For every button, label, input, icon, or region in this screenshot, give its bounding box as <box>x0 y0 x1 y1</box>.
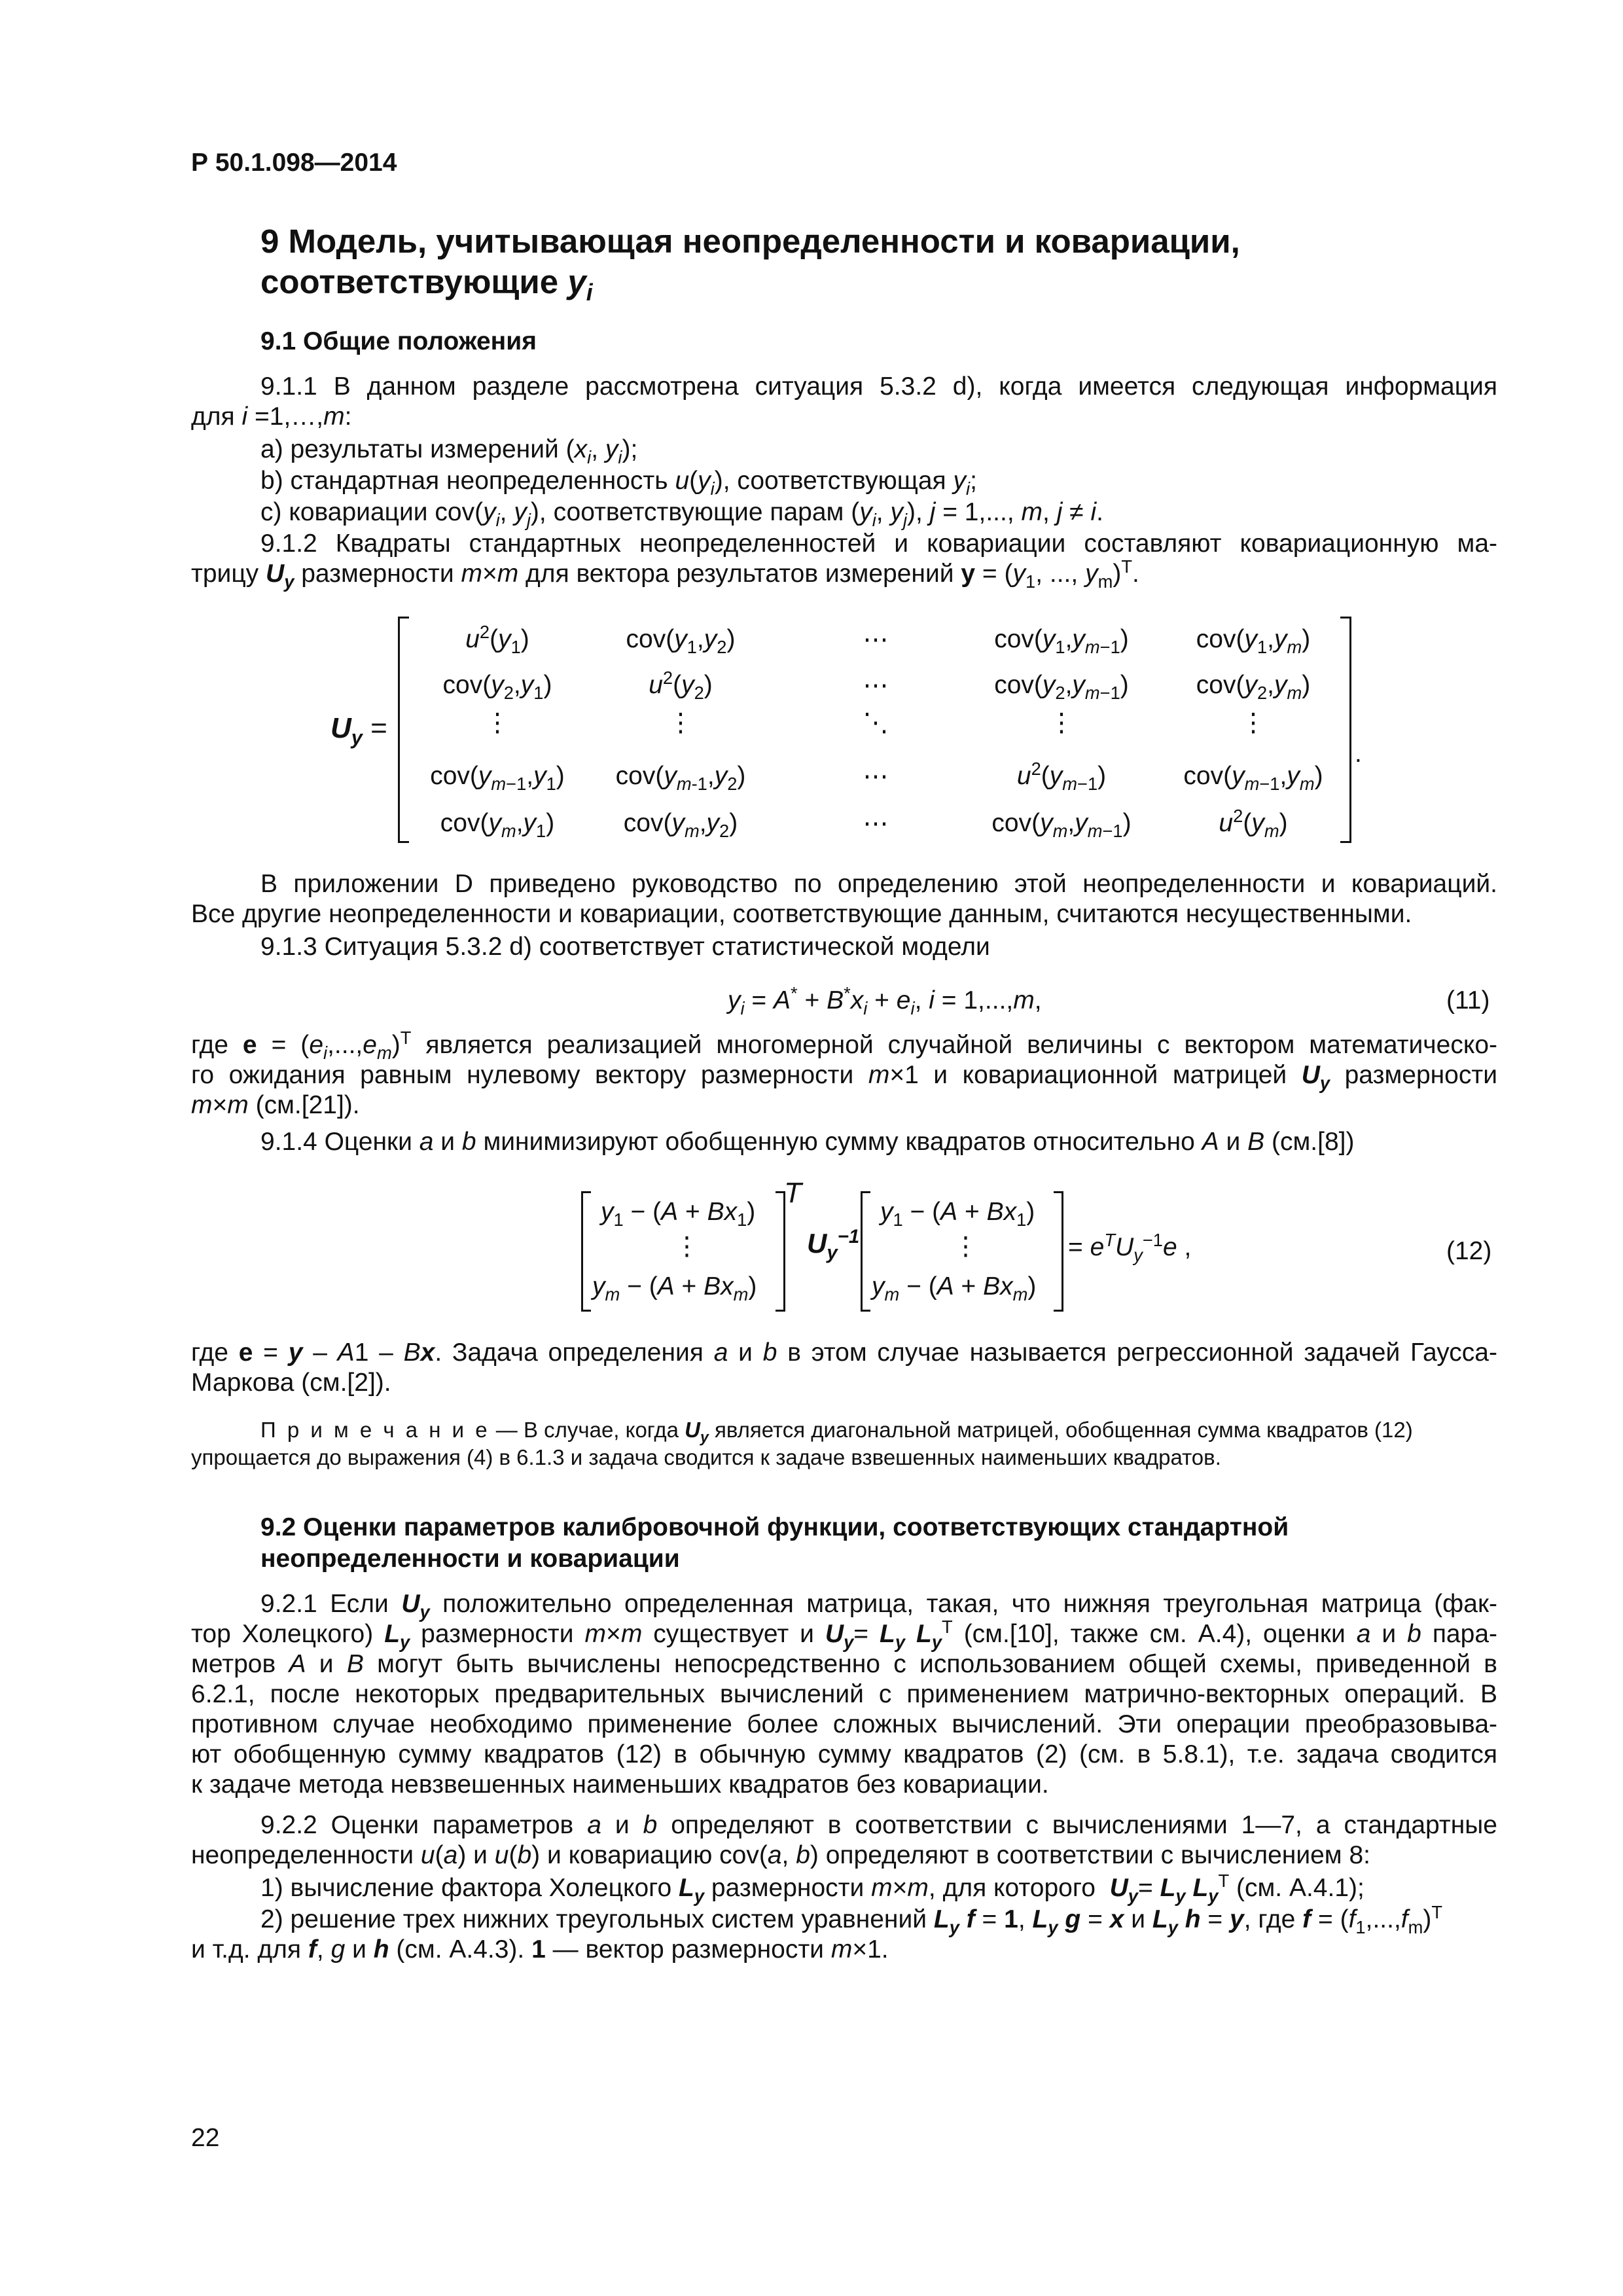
s92-title-line2: неопределенности и ковариации <box>260 1545 680 1573</box>
paragraph-after-matrix <box>191 869 1497 929</box>
eq12-left-bracket-2 <box>861 1191 870 1312</box>
where2-line1: где e = y – A1 – Bx. Задача определения a и b в этом случае называется регрессионной задачей Гаусса- <box>191 1338 1497 1367</box>
matrix-cell: ⋮ <box>484 709 510 737</box>
matrix-cell: ⋯ <box>863 672 889 700</box>
equation-11-number: (11) <box>1446 986 1490 1014</box>
list-item-a: a) результаты измерений ($x_i$, $y_i$); <box>260 435 638 467</box>
eq12-left-bracket-1 <box>581 1191 591 1312</box>
matrix-cell: ⋮ <box>1048 709 1075 737</box>
note-line1: П р и м е ч а н и е — В случае, когда $U_y$ является диагональной матрицей, обобщенная сумма квадратов (12) <box>260 1418 1413 1446</box>
matrix-cell: $cov(y_1,y_m)$ <box>1196 625 1311 657</box>
page-number: 22 <box>191 2124 220 2152</box>
matrix-cell: $cov(y_2,y_{m-1})$ <box>994 671 1129 703</box>
matrix-cell: ⋱ <box>863 709 889 737</box>
matrix-cell: $cov(y_1,y_2)$ <box>626 625 736 657</box>
matrix-period: . <box>1355 740 1362 768</box>
paragraph-gauss-markov <box>191 1338 1497 1398</box>
matrix-cell: $cov(y_m,y_1)$ <box>440 809 555 841</box>
where1-line1: где $e = (e_i,...,e_m)^T$ является реализацией многомерной случайной величины с вектором математическо- <box>191 1028 1497 1063</box>
step-2 <box>191 1902 1497 1965</box>
eq12-vector2-mid: ⋮ <box>953 1232 978 1261</box>
matrix-cell: $u^2(y_{m-1})$ <box>1016 759 1107 794</box>
matrix-cell: $cov(y_m,y_2)$ <box>623 809 738 841</box>
matrix-cell: $u^2(y_1)$ <box>465 622 529 657</box>
subsection-title-9-2 <box>260 1512 1289 1575</box>
note-label: П р и м е ч а н и е <box>260 1418 490 1442</box>
matrix-cell: ⋮ <box>668 709 694 737</box>
equation-12-number: (12) <box>1446 1237 1492 1265</box>
note-line2: упрощается до выражения (4) в 6.1.3 и задача сводится к задаче взвешенных наименьших квадратов. <box>191 1445 1221 1469</box>
list-item-c: c) ковариации $cov(y_i$, $y_j$), соответствующие парам ($y_i$, $y_j$), j = 1,..., m, j ≠ i. <box>260 498 1103 530</box>
p921-line4: 6.2.1, после некоторых предварительных вычислений с применением матрично-векторных операций. В <box>191 1680 1497 1708</box>
matrix-cell: ⋯ <box>863 810 889 838</box>
document-number: Р 50.1.098—2014 <box>191 149 397 177</box>
eq12-transpose: T <box>784 1177 802 1209</box>
p922-line2: неопределенности u(a) и u(b) и ковариацию cov(a, b) определяют в соответствии с вычислением 8: <box>191 1841 1370 1869</box>
paragraph-9-2-2 <box>191 1810 1497 1871</box>
eq12-inverse-matrix: $U_y^{-1}$ <box>807 1226 860 1264</box>
p922-line1: 9.2.2 Оценки параметров a и b определяют в соответствии с вычислениями 1—7, а стандартные <box>260 1811 1497 1839</box>
matrix-cell: $cov(y_{m-1},y_2)$ <box>615 762 746 794</box>
p911-line2: для i =1,…,m: <box>191 403 352 431</box>
paragraph-9-1-3: 9.1.3 Ситуация 5.3.2 d) соответствует статистической модели <box>260 933 990 961</box>
p921-line2: тор Холецкого) $L_y$ размерности m×m существует и $U_y= L_y$ $L_y^T$ (см.[10], также см. А.4), оценки a и b пара- <box>191 1617 1497 1652</box>
p921-line7: к задаче метода невзвешенных наименьших квадратов без ковариации. <box>191 1770 1049 1799</box>
step-1: 1) вычисление фактора Холецкого $L_y$ размерности m×m, для которого $U_y= L_y$ $L_y^T$ (см. А.4.1); <box>260 1871 1364 1906</box>
matrix-label: $U_y$ = <box>330 712 387 749</box>
list-item-b: b) стандартная неопределенность $u(y_i)$, соответствующая $y_i$; <box>260 467 977 499</box>
p921-line6: ют обобщенную сумму квадратов (12) в обычную сумму квадратов (2) (см. в 5.8.1), т.е. задача сводится <box>191 1740 1497 1768</box>
p921-line5: противном случае необходимо применение более сложных вычислений. Эти операции преобразовыва- <box>191 1710 1497 1738</box>
matrix-cell: $u^2(y_m)$ <box>1219 806 1288 841</box>
paragraph-9-1-2 <box>191 529 1497 592</box>
eq12-vector1-top: $y_1 - (A + Bx_1)$ <box>601 1198 756 1230</box>
eq12-right-bracket-2 <box>1054 1191 1063 1312</box>
note <box>191 1416 1497 1471</box>
eq12-vector2-bottom: $y_m - (A + Bx_m)$ <box>872 1272 1037 1304</box>
section-title-line2: соответствующие $y_i$ <box>260 263 593 306</box>
paragraph-9-2-1 <box>191 1589 1497 1800</box>
eq12-vector1-mid: ⋮ <box>674 1232 700 1261</box>
paragraph-9-1-4: 9.1.4 Оценки a и b минимизируют обобщенную сумму квадратов относительно A и B (см.[8]) <box>260 1128 1355 1156</box>
matrix-cell: $cov(y_{m-1},y_1)$ <box>430 762 565 794</box>
where1-line2: го ожидания равным нулевому вектору размерности m×1 и ковариационной матрицей $U_y$ размерности <box>191 1061 1498 1093</box>
p921-line3: метров A и B могут быть вычислены непосредственно с использованием общей схемы, приведенной в <box>191 1650 1497 1678</box>
p921-line1: 9.2.1 Если $U_y$ положительно определенная матрица, такая, что нижняя треугольная матрица (фак- <box>260 1590 1498 1622</box>
paragraph-9-1-1 <box>191 372 1497 432</box>
matrix-cell: ⋮ <box>1240 709 1266 737</box>
eq12-vector1-bottom: $y_m - (A + Bx_m)$ <box>592 1272 757 1304</box>
where1-line3: m×m (см.[21]). <box>191 1091 360 1119</box>
matrix-cell: ⋯ <box>863 626 889 654</box>
matrix-cell: $u^2(y_2)$ <box>649 668 713 703</box>
matrix-cell: $cov(y_{m-1},y_m)$ <box>1183 762 1323 794</box>
equation-11: $y_i = A^* + B^*x_i + e_i$, i = 1,...,m, <box>728 983 1042 1018</box>
matrix-cell: $cov(y_1,y_{m-1})$ <box>994 625 1129 657</box>
after-matrix-line1: В приложении D приведено руководство по определению этой неопределенности и ковариаций. <box>260 870 1497 898</box>
subsection-title-9-1: 9.1 Общие положения <box>260 327 537 355</box>
p911-line1: 9.1.1 В данном разделе рассмотрена ситуация 5.3.2 d), когда имеется следующая информация <box>260 372 1497 401</box>
section-title <box>260 221 1240 306</box>
p912-line1: 9.1.2 Квадраты стандартных неопределенностей и ковариации составляют ковариационную ма- <box>260 529 1497 558</box>
s92-title-line1: 9.2 Оценки параметров калибровочной функции, соответствующих стандартной <box>260 1513 1289 1541</box>
paragraph-where-e <box>191 1030 1497 1121</box>
where2-line2: Маркова (см.[2]). <box>191 1369 391 1397</box>
matrix-cell: $cov(y_2,y_1)$ <box>442 671 552 703</box>
step2-line2: и т.д. для f, g и h (см. А.4.3). 1 — вектор размерности m×1. <box>191 1935 889 1964</box>
matrix-cell: $cov(y_m,y_{m-1})$ <box>991 809 1132 841</box>
after-matrix-line2: Все другие неопределенности и ковариации, соответствующие данным, считаются несущественными. <box>191 900 1412 928</box>
eq12-vector2-top: $y_1 - (A + Bx_1)$ <box>880 1198 1035 1230</box>
eq12-rhs: = $e^TU_y^{-1}e$ , <box>1068 1230 1192 1265</box>
matrix-cell: $cov(y_2,y_m)$ <box>1196 671 1311 703</box>
p912-line2: трицу $U_y$ размерности m×m для вектора результатов измерений $y = (y_1$, ..., $y_m)^T$. <box>191 556 1139 592</box>
matrix-cell: ⋯ <box>863 762 889 791</box>
section-title-line1: 9 Модель, учитывающая неопределенности и ковариации, <box>260 223 1240 260</box>
step2-line1: 2) решение трех нижних треугольных систем уравнений $L_y$ f = 1, $L_y$ g = x и $L_y$ h = y, где $f = (f_1,...,f_m)^T$ <box>260 1902 1443 1937</box>
